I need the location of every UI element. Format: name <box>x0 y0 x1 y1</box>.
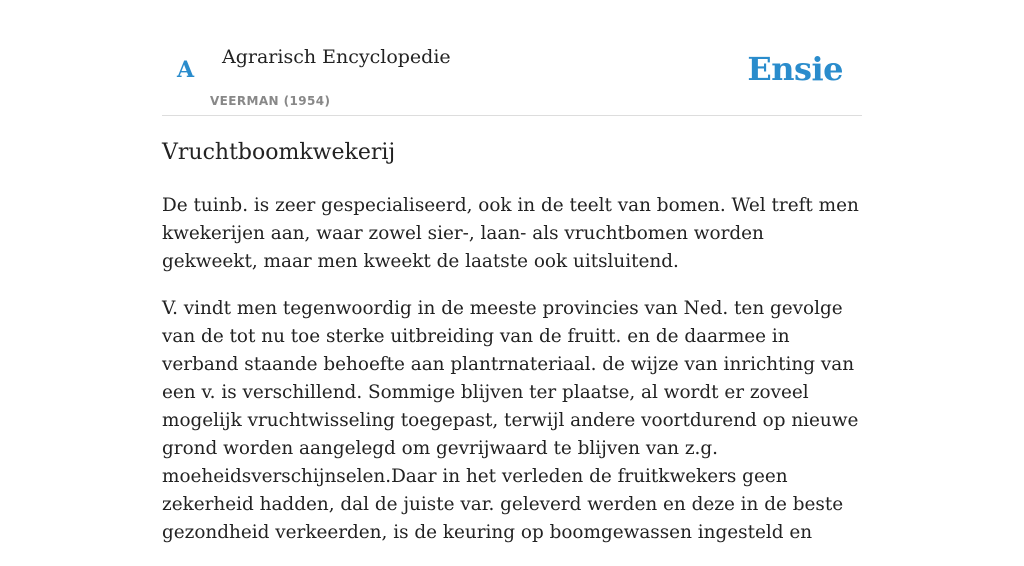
article-body <box>162 192 862 566</box>
book-author: VEERMAN (1954) <box>210 94 331 108</box>
letter-index-link[interactable]: A <box>177 57 195 83</box>
paragraph: De tuinb. is zeer gespecialiseerd, ook in de teelt van bomen. Wel treft men kwekerijen aan, waar zowel sier-, laan- als vruchtbomen worden gekweekt, maar men kweekt de laatste ook uitsluitend. <box>162 195 859 272</box>
book-title-link[interactable]: Agrarisch Encyclopedie <box>222 46 451 68</box>
header <box>162 0 862 116</box>
ensie-logo[interactable]: Ensie <box>747 50 843 88</box>
page <box>162 0 862 543</box>
article-title: Vruchtboomkwekerij <box>162 140 396 165</box>
paragraph: V. vindt men tegenwoordig in de meeste provincies van Ned. ten gevolge van de tot nu toe sterke uitbreiding van de fruitt. en de daarmee in verband staande behoefte aan plantrnateriaal. de wijze van inrichting van een v. is verschillend. Sommige blijven ter plaatse, al wordt er zoveel mogelijk vruchtwisseling toegepast, terwijl andere voortdurend op nieuwe grond worden aangelegd om gevrijwaard te blijven van z.g. moeheidsverschijnselen.Daar in het verleden de fruitkwekers geen zekerheid hadden, dal de juiste var. geleverd werden en deze in de beste gezondheid verkeerden, is de keuring op boomgewassen ingesteld en <box>162 298 859 543</box>
